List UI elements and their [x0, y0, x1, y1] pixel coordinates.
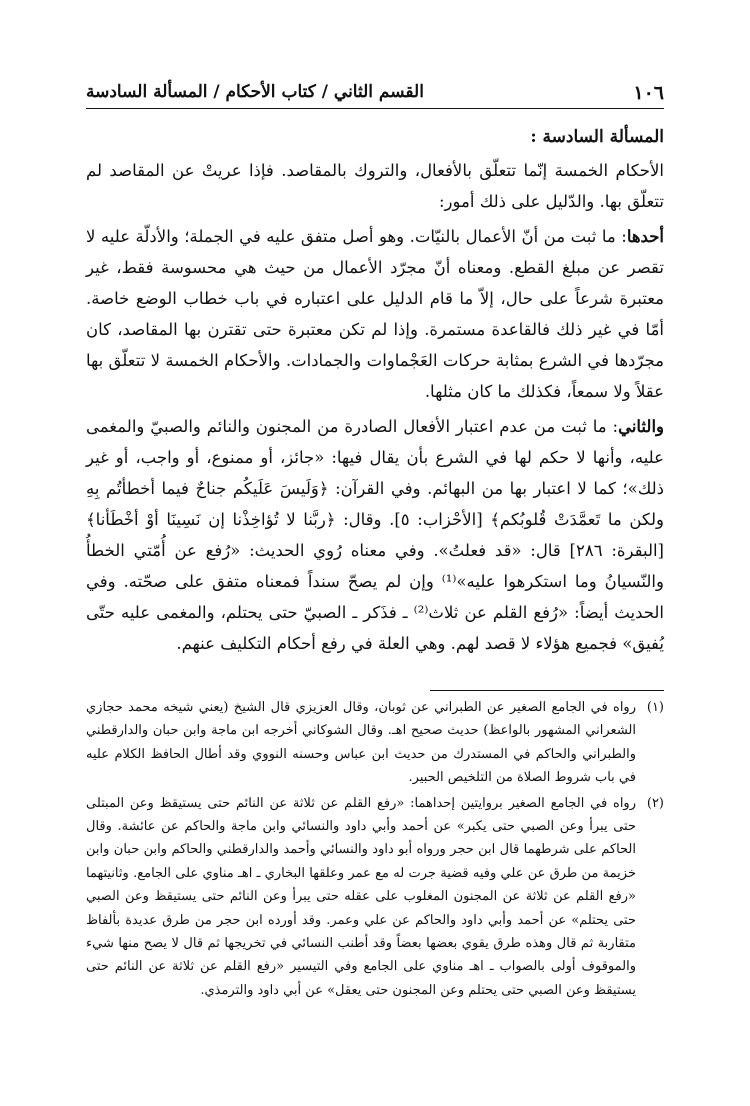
page-number: ١٠٦ — [633, 82, 664, 104]
footnote — [86, 696, 664, 790]
paragraph-second-evidence — [86, 411, 664, 659]
footnote-text: رواه في الجامع الصغير بروايتين إحداهما: «رفع القلم عن ثلاثة عن النائم حتى يستيقظ وعن المبتلى حتى يبرأ وعن الصبي حتى يكبر» عن أحمد وأبي داود والنسائي وابن ماجة والحاكم عن عائشة. وقال الحاكم على شرطهما قال ابن حجر ورواه أبو داود والنسائي وأحمد والدارقطني والحاكم وابن حبان وابن خزيمة من طرق عن علي وفيه قضية جرت له مع عمر وعلقها البخاري ـ اهـ مناوي على الجامع. وثانيتهما «رفع القلم عن ثلاثة عن المجنون المغلوب على عقله حتى يبرأ وعن النائم حتى يستيقظ وعن الصبي حتى يحتلم» عن أحمد وأبي داود والحاكم عن علي وعمر. وقد أورده ابن حجر من طرق عديدة بألفاظ متقاربة ثم قال وهذه طرق يقوي بعضها بعضاً وقد أطنب النسائي في تخريجها ثم قال لا يصح منها شيء والموقوف أولى بالصواب ـ اهـ مناوي على الجامع وفي التيسير «رفع القلم عن ثلاثة عن النائم حتى يستيقظ وعن الصبي حتى يحتلم وعن المجنون حتى يعقل» عن أبي داود والترمذي. — [86, 795, 636, 998]
paragraph-lead-word: والثاني — [618, 417, 664, 436]
footnote-text: رواه في الجامع الصغير عن الطبراني عن ثوبان، وقال العزيزي قال الشيخ (يعني شيخه محمد حجازي الشعراني المشهور بالواعظ) حديث صحيح اهـ. وقال الشوكاني أخرجه ابن ماجة وابن حبان والدارقطني والطبراني والحاكم في المستدرك من حديث ابن عباس وحسنه النووي وقد أطال الحافظ الكلام عليه في باب شروط الصلاة من التلخيص الحبير. — [86, 700, 636, 786]
paragraph-first-evidence — [86, 221, 664, 407]
footnote-divider — [430, 690, 664, 691]
paragraph-intro: الأحكام الخمسة إنّما تتعلّق بالأفعال، والتروك بالمقاصد. فإذا عريتْ عن المقاصد لم تتعلّق بها. والدّليل على ذلك أمور: — [86, 161, 664, 211]
running-head: القسم الثاني / كتاب الأحكام / المسألة السادسة — [86, 82, 424, 102]
paragraph-body: : ما ثبت من عدم اعتبار الأفعال الصادرة من المجنون والنائم والصبيّ والمغمى عليه، وأنها لا حكم لها في الشرع بأن يقال فيها: «جائز، أو ممنوع، أو واجب، أو غير ذلك»؛ كما لا اعتبار بها من البهائم. وفي القرآن: ﴿وَلَيسَ عَلَيكُم جناحٌ فيما أخطأتُم بِهِ ولكن ما تَعمَّدَتْ قُلوبُكم﴾ [الأحْزاب: ٥]. وقال: ﴿ربَّنا لا تُؤاخِذْنا إن نَسِينَا أوْ أخْطَأنا﴾ [البقرة: ٢٨٦] قال: «قد فعلتُ». وفي معناه رُوي الحديث: «رُفع عن أُمّتي الخطأُ والنّسيانُ وما استكرهوا عليه»⁽¹⁾ وإن لم يصحّ سنداً فمعناه متفق على صحّته. وفي الحديث أيضاً: «رُفع القلم عن ثلاث⁽²⁾ ـ فذَكر ـ الصبيّ حتى يحتلم، والمغمى عليه حتّى يُفيق» فجميع هؤلاء لا قصد لهم. وهي العلة في رفع أحكام التكليف عنهم. — [86, 417, 664, 653]
paragraph-body: : ما ثبت من أنّ الأعمال بالنيّات. وهو أصل متفق عليه في الجملة؛ والأدلّة عليه لا تقصر عن مبلغ القطع. ومعناه أنّ مجرّد الأعمال من حيث هي محسوسة فقط، غير معتبرة شرعاً على حال، إلاّ ما قام الدليل على اعتباره في باب خطاب الوضع خاصة. أمّا في غير ذلك فالقاعدة مستمرة. وإذا لم تكن معتبرة حتى تقترن بها المقاصد، كان مجرّدها في الشرع بمثابة حركات العَجْماوات والجمادات. والأحكام الخمسة لا تتعلّق بها عقلاً ولا سمعاً، فكذلك ما كان مثلها. — [86, 227, 664, 401]
section-title: المسألة السادسة : — [530, 127, 664, 147]
footnote-number: (٢) — [646, 795, 664, 811]
paragraph-lead-word: أحدها — [626, 227, 664, 246]
footnote — [86, 792, 664, 1003]
main-text — [86, 122, 664, 663]
footnote-number: (١) — [646, 700, 664, 715]
footnotes — [86, 696, 664, 1004]
page-header — [86, 82, 664, 109]
